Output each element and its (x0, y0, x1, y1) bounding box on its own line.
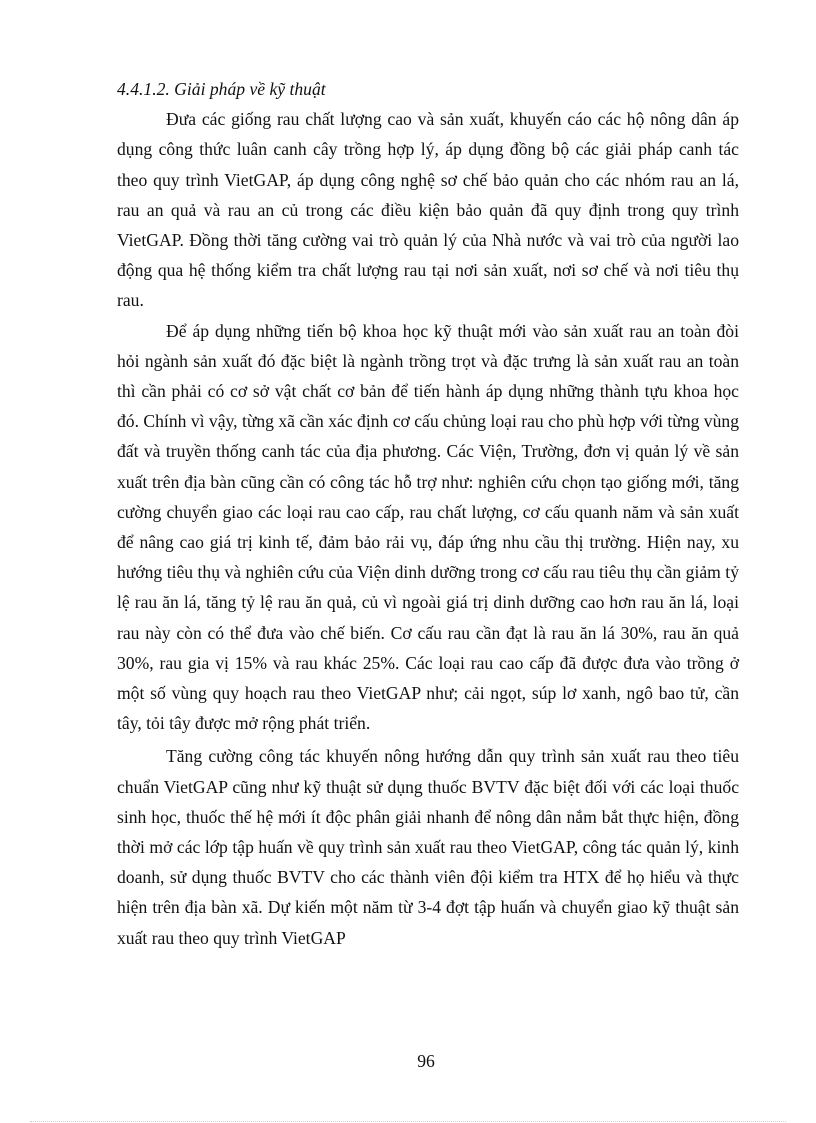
paragraph-agricultural-extension: Tăng cường công tác khuyến nông hướng dẫn quy trình sản xuất rau theo tiêu chuẩn VietGAP cũng như kỹ thuật sử dụng thuốc BVTV đặc biệt đối với các loại thuốc sinh học, thuốc thế hệ mới ít độc phân giải nhanh để nông dân nắm bắt thực hiện, đồng thời mở các lớp tập huấn về quy trình sản xuất rau theo VietGAP, công tác quản lý, kinh doanh, sử dụng thuốc BVTV cho các thành viên đội kiểm tra HTX để họ hiểu và thực hiện trên địa bàn xã. Dự kiến một năm từ 3-4 đợt tập huấn và chuyển giao kỹ thuật sản xuất rau theo quy trình VietGAP (117, 746, 739, 948)
paragraph-technical-solutions: Đưa các giống rau chất lượng cao và sản xuất, khuyến cáo các hộ nông dân áp dụng công thức luân canh cây trồng hợp lý, áp dụng đồng bộ các giải pháp canh tác theo quy trình VietGAP, áp dụng công nghệ sơ chế bảo quản cho các nhóm rau an lá, rau an quả và rau an củ trong các điều kiện bảo quản đã quy định trong quy trình VietGAP. Đồng thời tăng cường vai trò quản lý của Nhà nước và vai trò của người lao động qua hệ thống kiểm tra chất lượng rau tại nơi sản xuất, nơi sơ chế và nơi tiêu thụ rau. (117, 109, 739, 311)
paragraph-applying-technology: Để áp dụng những tiến bộ khoa học kỹ thuật mới vào sản xuất rau an toàn đòi hỏi ngành sản xuất đó đặc biệt là ngành trồng trọt và đặc trưng là sản xuất rau an toàn thì cần phải có cơ sở vật chất cơ bản để tiến hành áp dụng những thành tựu khoa học đó. Chính vì vậy, từng xã cần xác định cơ cấu chủng loại rau cho phù hợp với từng vùng đất và truyền thống canh tác của địa phương. Các Viện, Trường, đơn vị quản lý về sản xuất trên địa bàn cũng cần có công tác hỗ trợ như: nghiên cứu chọn tạo giống mới, tăng cường chuyển giao các loại rau cao cấp, rau chất lượng, cơ cấu quanh năm và sản xuất để nâng cao giá trị kinh tế, đảm bảo rải vụ, đáp ứng nhu cầu thị trường. Hiện nay, xu hướng tiêu thụ và nghiên cứu của Viện dinh dưỡng trong cơ cấu rau tiêu thụ cần giảm tỷ lệ rau ăn lá, tăng tỷ lệ rau ăn quả, củ vì ngoài giá trị dinh dưỡng cao hơn rau ăn lá, loại rau này còn có thể đưa vào chế biến. Cơ cấu rau cần đạt là rau ăn lá 30%, rau ăn quả 30%, rau gia vị 15% và rau khác 25%. Các loại rau cao cấp đã được đưa vào trồng ở một số vùng quy hoạch rau theo VietGAP như; cải ngọt, súp lơ xanh, ngô bao tử, cần tây, tỏi tây được mở rộng phát triển. (117, 320, 739, 734)
page-number: 96 (417, 1051, 435, 1071)
section-heading: 4.4.1.2. Giải pháp về kỹ thuật (117, 79, 326, 99)
body-text (117, 74, 739, 953)
bottom-dotted-rule (30, 1121, 786, 1122)
